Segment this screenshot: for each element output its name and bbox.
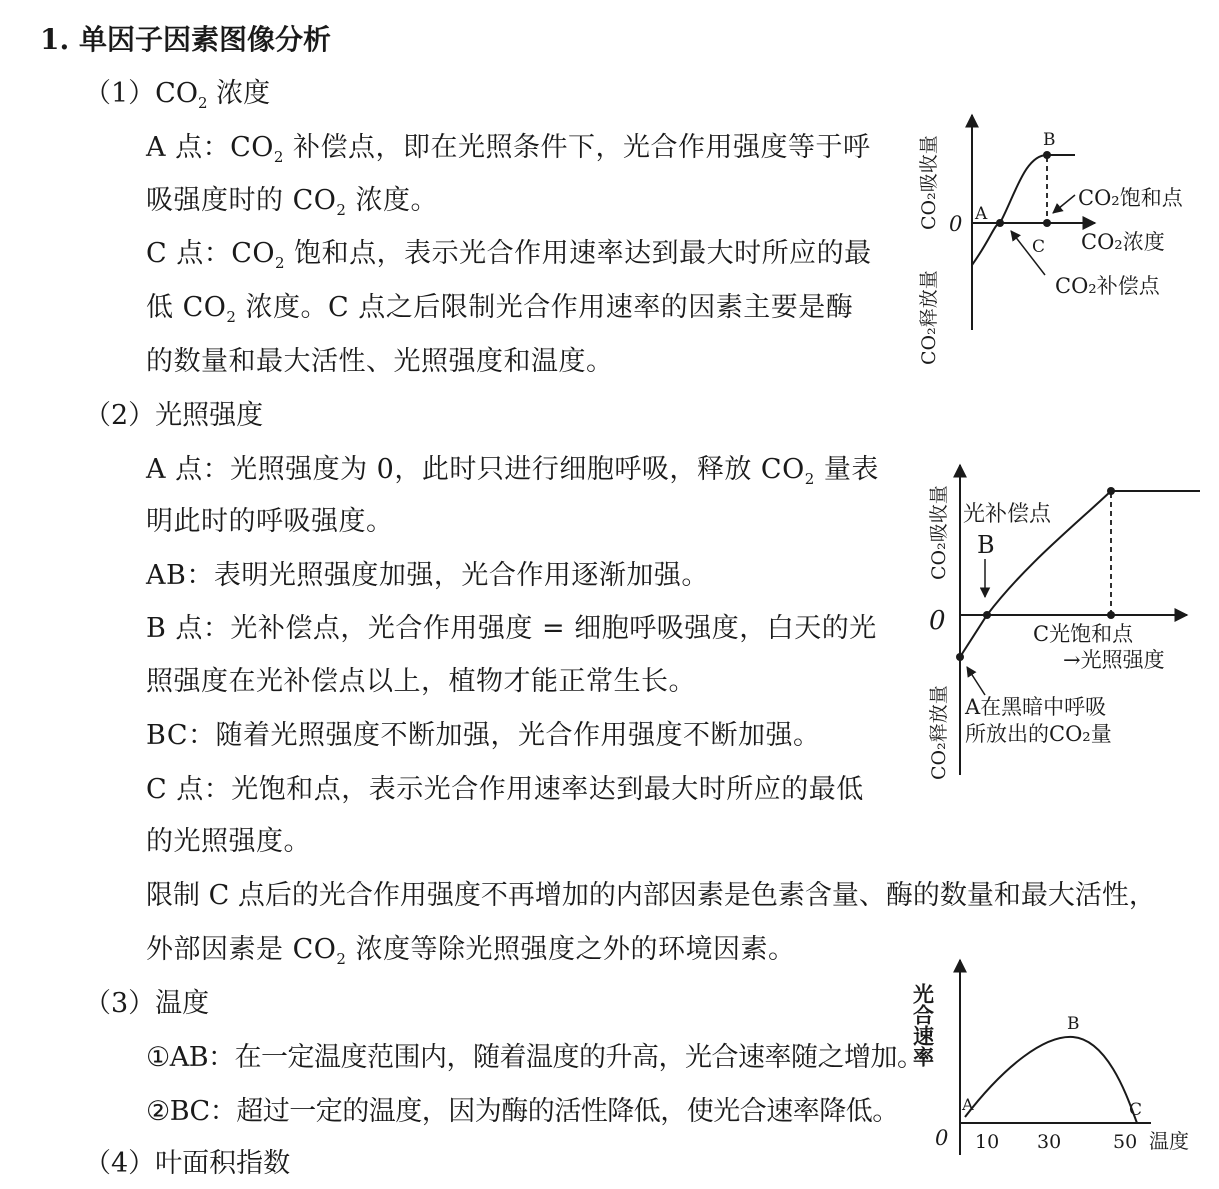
x-axis-label: →光照强度 <box>1063 648 1165 672</box>
temperature-curve <box>965 1037 1137 1123</box>
section-2-line: A 点：光照强度为 0，此时只进行细胞呼吸，释放 $CO_2$ 量表 <box>146 454 879 488</box>
figure-temperature <box>910 955 1215 1165</box>
x-tick-50: 50 <box>1113 1131 1138 1153</box>
section-1-title: $(1)CO_2$ 浓度 <box>84 78 271 112</box>
y-label-bottom: CO₂释放量 <box>918 270 940 365</box>
point-b-label: B <box>1067 1014 1080 1034</box>
saturation-label: C光饱和点 <box>1033 622 1134 646</box>
x-tick-30: 30 <box>1037 1131 1062 1153</box>
section-2-line: AB：表明光照强度加强，光合作用逐渐加强。 <box>146 560 709 591</box>
section-4-title: （4）叶面积指数 <box>84 1148 291 1179</box>
saturation-callout: CO₂饱和点 <box>1078 186 1183 210</box>
point-a-label-line1: A在黑暗中呼吸 <box>965 695 1107 719</box>
point-b-label: B <box>977 531 995 559</box>
point-a-arrow <box>967 667 985 695</box>
point-b-label: B <box>1043 130 1056 150</box>
section-2-line: 照强度在光补偿点以上，植物才能正常生长。 <box>146 666 696 697</box>
saturation-top-marker <box>1107 487 1115 495</box>
origin-label: 0 <box>929 606 946 636</box>
figure-light-intensity <box>915 455 1215 785</box>
y-label-bottom: CO₂释放量 <box>928 685 950 780</box>
section-2-line: 限制 C 点后的光合作用强度不再增加的内部因素是色素含量、酶的数量和最大活性， <box>146 880 1156 911</box>
point-a-marker <box>956 653 964 661</box>
section-2-line: C 点：光饱和点，表示光合作用速率达到最大时所应的最低 <box>146 774 864 805</box>
section-1-line: C 点：$CO_2$ 饱和点，表示光合作用速率达到最大时所应的最 <box>146 238 872 272</box>
origin-label: 0 <box>949 212 963 236</box>
point-a-label: A <box>962 1095 974 1114</box>
section-3-line: ①AB：在一定温度范围内，随着温度的升高，光合速率随之增加。 <box>146 1042 924 1073</box>
point-b-marker <box>1043 151 1051 159</box>
figure-co2-concentration <box>915 95 1215 370</box>
point-a-label-line2: 所放出的CO₂量 <box>965 722 1112 746</box>
section-3-line: ②BC：超过一定的温度，因为酶的活性降低，使光合速率降低。 <box>146 1096 899 1127</box>
point-c-marker <box>1043 219 1051 227</box>
section-1-line: 吸强度时的 $CO_2$ 浓度。 <box>146 185 439 219</box>
point-c-label: C <box>1032 237 1046 257</box>
section-2-line: 的光照强度。 <box>146 826 311 857</box>
x-tick-10: 10 <box>975 1131 1000 1153</box>
x-axis-label: 温度 <box>1149 1129 1189 1153</box>
section-2-line: B 点：光补偿点，光合作用强度 = 细胞呼吸强度，白天的光 <box>146 613 877 644</box>
point-a-marker <box>996 219 1004 227</box>
svg-text:光合速率: 光合速率 <box>910 983 936 1067</box>
page-heading: 1. 单因子因素图像分析 <box>40 23 331 56</box>
point-a-label: A <box>975 204 988 224</box>
y-label-top: CO₂吸收量 <box>928 485 950 580</box>
section-1-line: 低 $CO_2$ 浓度。C 点之后限制光合作用速率的因素主要是酶 <box>146 292 854 326</box>
section-2-line: 明此时的呼吸强度。 <box>146 506 394 537</box>
point-c-marker <box>1107 611 1115 619</box>
section-2-line: 外部因素是 $CO_2$ 浓度等除光照强度之外的环境因素。 <box>146 934 796 968</box>
section-3-title: （3）温度 <box>84 988 210 1019</box>
co2-curve <box>972 155 1075 265</box>
point-b-marker <box>983 611 991 619</box>
x-axis-label: CO₂浓度 <box>1081 230 1165 254</box>
origin-label: 0 <box>935 1126 949 1150</box>
compensation-label: 光补偿点 <box>963 502 1052 527</box>
section-1-line: 的数量和最大活性、光照强度和温度。 <box>146 346 614 377</box>
compensation-callout: CO₂补偿点 <box>1055 274 1160 298</box>
section-2-title: （2）光照强度 <box>84 400 264 431</box>
section-2-line: BC：随着光照强度不断加强，光合作用强度不断加强。 <box>146 720 821 751</box>
point-c-label: C <box>1129 1100 1143 1120</box>
saturation-arrow <box>1053 195 1075 213</box>
section-1-line: A 点：$CO_2$ 补偿点，即在光照条件下，光合作用强度等于呼 <box>146 132 871 166</box>
y-axis-label <box>911 982 936 1067</box>
y-label-top: CO₂吸收量 <box>918 135 940 230</box>
